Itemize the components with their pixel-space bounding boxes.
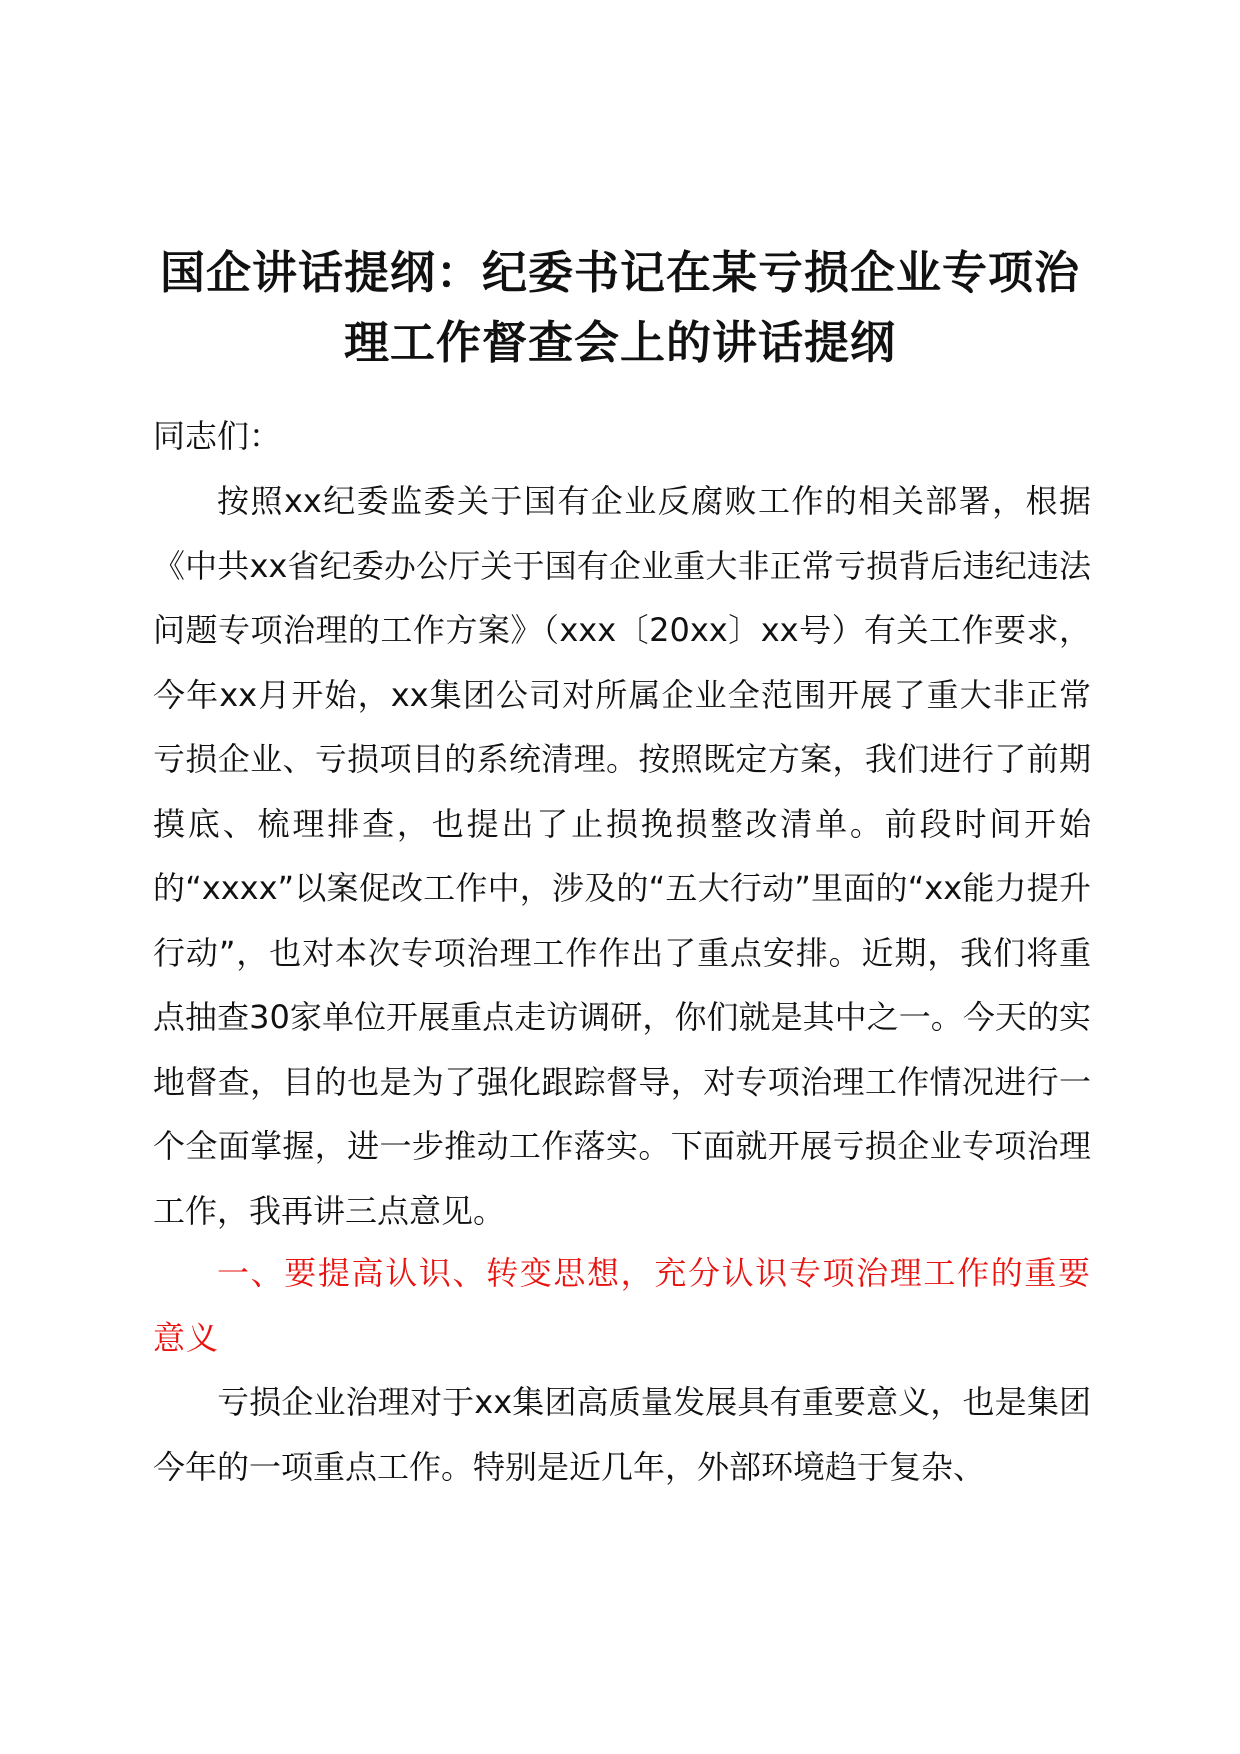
- body-paragraph-2: 亏损企业治理对于xx集团高质量发展具有重要意义，也是集团今年的一项重点工作。特别是近几年，外部环境趋于复杂、: [153, 1383, 1091, 1486]
- section-heading-1: 一、要提高认识、转变思想，充分认识专项治理工作的重要意义: [153, 1254, 1091, 1357]
- body-paragraph-1: 按照xx纪委监委关于国有企业反腐败工作的相关部署，根据《中共xx省纪委办公厅关于国有企业重大非正常亏损背后违纪违法问题专项治理的工作方案》（xxx〔20xx〕xx号）有关工作要求，今年xx月开始，xx集团公司对所属企业全范围开展了重大非正常亏损企业、亏损项目的系统清理。按照既定方案，我们进行了前期摸底、梳理排查，也提出了止损挽损整改清单。前段时间开始的“xxxx”以案促改工作中，涉及的“五大行动”里面的“xx能力提升行动”，也对本次专项治理工作作出了重点安排。近期，我们将重点抽查30家单位开展重点走访调研，你们就是其中之一。今天的实地督查，目的也是为了强化跟踪督导，对专项治理工作情况进行一个全面掌握，进一步推动工作落实。下面就开展亏损企业专项治理工作，我再讲三点意见。: [153, 482, 1091, 1230]
- document-title: 国企讲话提纲：纪委书记在某亏损企业专项治理工作督查会上的讲话提纲: [159, 246, 1080, 369]
- salutation: 同志们：: [153, 417, 282, 455]
